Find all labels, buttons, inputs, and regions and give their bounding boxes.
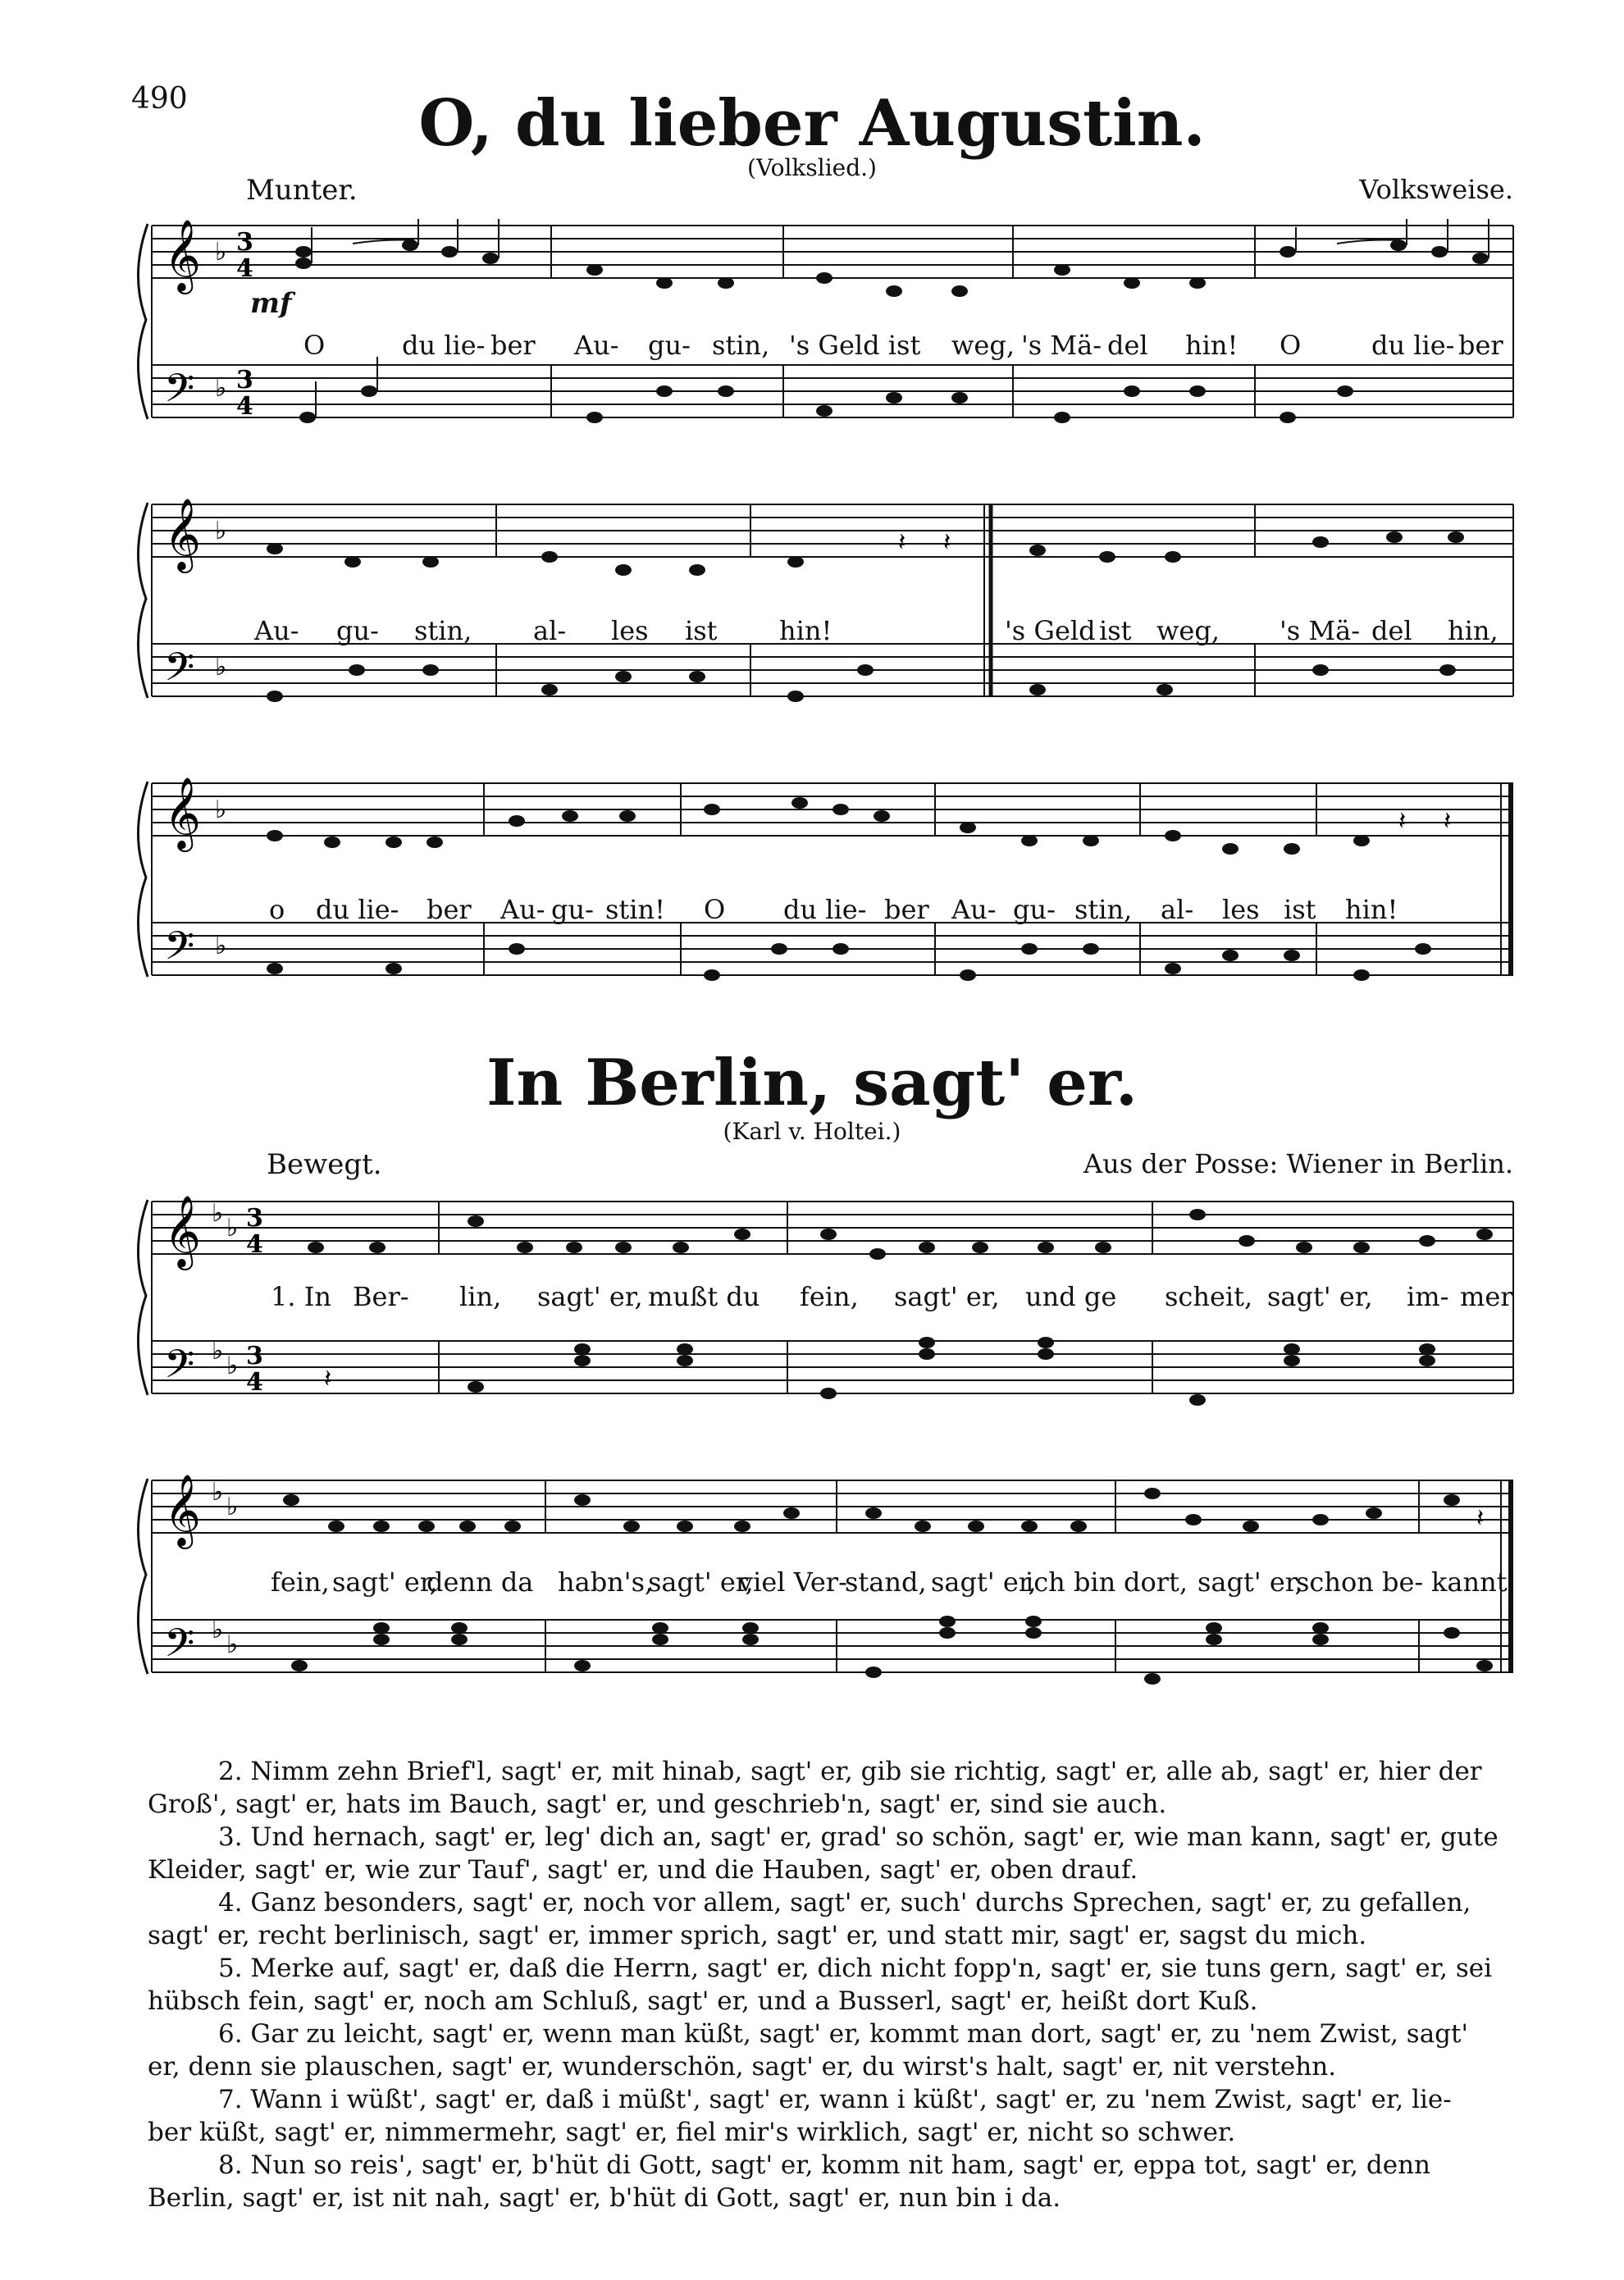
lyric: gu- [1013,894,1056,925]
lyric: gu- [551,894,594,925]
song2-tempo: Bewegt. [267,1148,382,1181]
lyric: du lie- [402,330,486,361]
svg-text:𝄞: 𝄞 [164,218,201,291]
lyric: denn da [427,1566,534,1598]
lyric: Au- [254,615,299,646]
svg-text:𝄢: 𝄢 [164,1620,195,1676]
lyric: viel Ver- [738,1566,847,1598]
lyric: fein, [271,1566,330,1598]
svg-text:𝄞: 𝄞 [164,1194,201,1267]
lyric: ber [1458,330,1503,361]
lyric: schon be- [1296,1566,1424,1598]
lyric: al- [533,615,567,646]
song1-tempo: Munter. [246,174,358,207]
verse-2: 2. Nimm zehn Brief'l, sagt' er, mit hinab, sagt' er, gib sie richtig, sagt' er, alle ab, sagt' er, hier der Groß', sagt' er, hats im Bauch, sagt' er, und geschrieb'n, sagt' er, sind sie auch. [148,1757,1482,1819]
svg-text:𝄢: 𝄢 [164,644,195,700]
lyric: O [704,894,726,925]
verse-8: 8. Nun so reis', sagt' er, b'hüt di Gott, sagt' er, komm nit ham, sagt' er, eppa tot, sagt' er, denn Berlin, sagt' er, ist nit nah, sagt' er, b'hüt di Gott, sagt' er, nun bin i da. [148,2150,1431,2213]
lyric: lin, [459,1281,502,1312]
lyric: sagt' er, [648,1566,754,1598]
lyric: les [611,615,649,646]
lyric: les [1222,894,1260,925]
song1-title: O, du lieber Augustin. [418,86,1206,161]
lyric: del [1371,615,1412,646]
svg-text:𝄽: 𝄽 [324,1365,332,1393]
song1-subtitle: (Volkslied.) [747,154,877,181]
lyric: stin, [712,330,770,361]
lyric: hin, [1448,615,1499,646]
svg-text:♭: ♭ [226,1352,239,1380]
svg-text:𝄽: 𝄽 [943,528,951,557]
lyric: stin! [605,894,665,925]
song1-system-3 [0,767,1624,1013]
svg-text:𝄢: 𝄢 [164,923,195,978]
song1-system-2 [0,488,1624,734]
svg-text:𝄽: 𝄽 [1398,807,1407,836]
lyric: sagt' er, [931,1566,1037,1598]
lyric: scheit, [1165,1281,1253,1312]
verses [148,1755,1501,2214]
lyric: ber [884,894,929,925]
svg-text:3: 3 [236,366,253,394]
lyric: ich bin [1025,1566,1116,1598]
lyric: du lie- [1371,330,1455,361]
svg-text:𝄽: 𝄽 [1476,1504,1485,1533]
lyric: Au- [574,330,619,361]
svg-text:4: 4 [236,254,253,283]
lyric: weg, [1156,615,1220,646]
svg-text:𝄢: 𝄢 [164,1341,195,1397]
song1-dynamic: mf [250,287,292,320]
lyric: ist [1284,894,1316,925]
svg-text:♭: ♭ [215,238,227,267]
lyric: del [1107,330,1148,361]
lyric: 's Geld ist [789,330,921,361]
lyric: Au- [951,894,997,925]
lyric: ist [1099,615,1132,646]
song2-subtitle: (Karl v. Holtei.) [723,1118,901,1145]
lyric: 's Geld [1005,615,1096,646]
svg-text:4: 4 [246,1230,263,1259]
svg-text:𝄞: 𝄞 [164,1473,201,1546]
lyric: o [269,894,285,925]
lyric: ber [490,330,536,361]
lyric: mußt du [648,1281,760,1312]
svg-text:𝄢: 𝄢 [164,365,195,421]
verse-5: 5. Merke auf, sagt' er, daß die Herrn, sagt' er, dich nicht fopp'n, sagt' er, sie tuns gern, sagt' er, sei hübsch fein, sagt' er, noch am Schluß, sagt' er, und a Busserl, sagt' er, heißt dort Kuß. [148,1954,1493,2016]
svg-text:4: 4 [246,1368,263,1397]
svg-text:♭: ♭ [215,653,227,682]
svg-text:♭: ♭ [226,1630,239,1659]
lyric: 1. In [271,1281,331,1312]
lyric: sagt' er, [332,1566,438,1598]
verse-3: 3. Und hernach, sagt' er, leg' dich an, sagt' er, grad' so schön, sagt' er, wie man kann, sagt' er, gute Kleider, sagt' er, wie zur Tauf', sagt' er, und die Hauben, sagt' er, oben drauf. [148,1822,1499,1885]
lyric: mer [1460,1281,1513,1312]
lyric: sagt' er, [894,1281,1000,1312]
lyric: hin! [1345,894,1398,925]
page-number: 490 [131,82,188,116]
song2-credit: Aus der Posse: Wiener in Berlin. [1083,1148,1513,1179]
lyric: habn's, [558,1566,654,1598]
lyric: hin! [1185,330,1239,361]
lyric: gu- [648,330,691,361]
lyric: al- [1161,894,1194,925]
svg-text:♭: ♭ [212,1478,224,1507]
svg-text:♭: ♭ [215,517,227,545]
lyric: Au- [500,894,545,925]
svg-text:♭: ♭ [215,796,227,824]
svg-text:♭: ♭ [212,1337,224,1366]
svg-text:3: 3 [246,1342,263,1370]
svg-text:♭: ♭ [215,374,227,403]
lyric: sagt' er, [1197,1566,1303,1598]
lyric: gu- [336,615,379,646]
lyric: sagt' er, [537,1281,643,1312]
svg-text:♭: ♭ [215,932,227,960]
lyric: O [1280,330,1302,361]
verse-4: 4. Ganz besonders, sagt' er, noch vor allem, sagt' er, such' durchs Sprechen, sagt' er, zu gefallen, sagt' er, recht berlinisch, sagt' er, immer sprich, sagt' er, und statt mir, sagt' er, sagst du mich. [148,1888,1471,1950]
svg-text:♭: ♭ [212,1616,224,1644]
svg-text:♭: ♭ [212,1199,224,1228]
svg-text:♭: ♭ [226,1493,239,1521]
svg-text:𝄽: 𝄽 [898,528,906,557]
lyric: hin! [779,615,833,646]
lyric: Ber- [353,1281,409,1312]
svg-text:𝄞: 𝄞 [164,497,201,570]
lyric: 's Mä- [1280,615,1361,646]
lyric: 's Mä- [1021,330,1102,361]
svg-text:𝄽: 𝄽 [1444,807,1452,836]
lyric: dort, [1124,1566,1188,1598]
svg-text:3: 3 [236,228,253,257]
svg-text:4: 4 [236,392,253,421]
lyric: und ge [1025,1281,1117,1312]
lyric: stin, [414,615,472,646]
svg-text:♭: ♭ [226,1214,239,1243]
lyric: ist [685,615,718,646]
lyric: kannt. [1431,1566,1516,1598]
lyric: O [303,330,326,361]
song1-credit: Volksweise. [1359,174,1513,205]
song2-title: In Berlin, sagt' er. [486,1046,1138,1120]
lyric: sagt' er, [1267,1281,1373,1312]
lyric: ber [427,894,472,925]
lyric: stand, [845,1566,927,1598]
lyric: im- [1407,1281,1449,1312]
lyric: du lie- [783,894,867,925]
verse-7: 7. Wann i wüßt', sagt' er, daß i müßt', sagt' er, wann i küßt', sagt' er, zu 'nem Zwist, sagt' er, lie- ber küßt, sagt' er, nimmermehr, sagt' er, fiel mir's wirklich, sagt' er, nicht so schwer. [148,2085,1452,2147]
lyric: stin, [1074,894,1133,925]
lyric: fein, [800,1281,859,1312]
svg-text:3: 3 [246,1204,263,1233]
lyric: du lie- [316,894,399,925]
svg-text:𝄞: 𝄞 [164,776,201,849]
lyric: weg, [951,330,1015,361]
verse-6: 6. Gar zu leicht, sagt' er, wenn man küßt, sagt' er, kommt man dort, sagt' er, zu 'nem Zwist, sagt' er, denn sie plauschen, sagt' er, wunderschön, sagt' er, du wirst's halt, sagt' er, nit verstehn. [148,2019,1469,2082]
